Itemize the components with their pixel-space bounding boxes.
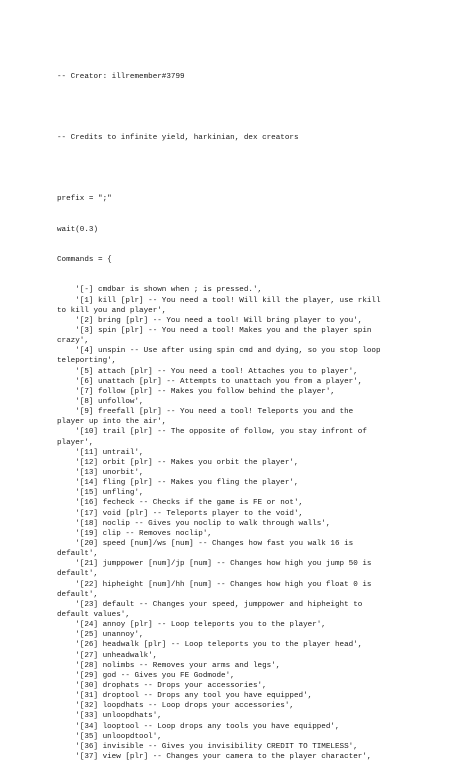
code-line: default values', bbox=[57, 610, 130, 619]
code-line: '[26] headwalk [plr] -- Loop teleports you to the player head', bbox=[57, 641, 363, 650]
blank-line bbox=[57, 164, 457, 174]
blank-line bbox=[57, 103, 457, 113]
code-line: '[22] hipheight [num]/hh [num] -- Changes how high you float 0 is bbox=[57, 580, 372, 589]
commands-open-line: Commands = { bbox=[57, 256, 112, 265]
code-line: '[7] follow [plr] -- Makes you follow behind the player', bbox=[57, 387, 335, 396]
code-line: '[32] loopdhats -- Loop drops your accessories', bbox=[57, 702, 294, 711]
code-line: default', bbox=[57, 570, 99, 579]
code-line: '[35] unloopdtool', bbox=[57, 732, 162, 741]
code-line: '[29] god -- Gives you FE Godmode', bbox=[57, 671, 235, 680]
code-line: '[16] fecheck -- Checks if the game is FE or not', bbox=[57, 499, 304, 508]
code-line: player up into the air', bbox=[57, 418, 167, 427]
code-line: '[9] freefall [plr] -- You need a tool! Teleports you and the bbox=[57, 408, 354, 417]
creator-comment: -- Creator: illremember#3799 bbox=[57, 73, 185, 82]
code-line: '[27] unheadwalk', bbox=[57, 651, 158, 660]
code-line: '[11] untrail', bbox=[57, 448, 144, 457]
code-line: teleporting', bbox=[57, 357, 117, 366]
code-line: '[4] unspin -- Use after using spin cmd and dying, so you stop loop bbox=[57, 347, 381, 356]
code-line: '[28] nolimbs -- Removes your arms and legs', bbox=[57, 661, 281, 670]
code-line: '[1] kill [plr] -- You need a tool! Will kill the player, use rkill bbox=[57, 296, 381, 305]
code-line: '[30] drophats -- Drops your accessories', bbox=[57, 681, 267, 690]
code-line: '[3] spin [plr] -- You need a tool! Makes you and the player spin bbox=[57, 327, 372, 336]
code-line: '[37] view [plr] -- Changes your camera to the player character', bbox=[57, 752, 372, 761]
code-line: '[14] fling [plr] -- Makes you fling the player', bbox=[57, 479, 299, 488]
code-line: player', bbox=[57, 438, 94, 447]
code-line: '[31] droptool -- Drops any tool you have equipped', bbox=[57, 692, 313, 701]
code-line: to kill you and player', bbox=[57, 306, 167, 315]
code-line: '[17] void [plr] -- Teleports player to the void', bbox=[57, 509, 304, 518]
code-line: '[8] unfollow', bbox=[57, 398, 144, 407]
code-line: default', bbox=[57, 590, 99, 599]
code-line: '[21] jumppower [num]/jp [num] -- Changes how high you jump 50 is bbox=[57, 560, 372, 569]
code-line: '[12] orbit [plr] -- Makes you orbit the player', bbox=[57, 458, 299, 467]
code-line: '[18] noclip -- Gives you noclip to walk through walls', bbox=[57, 519, 331, 528]
commands-list bbox=[57, 285, 457, 762]
prefix-line: prefix = ";" bbox=[57, 195, 112, 204]
code-line: '[2] bring [plr] -- You need a tool! Will bring player to you', bbox=[57, 316, 363, 325]
code-line: '[24] annoy [plr] -- Loop teleports you to the player', bbox=[57, 621, 326, 630]
credits-comment: -- Credits to infinite yield, harkinian, dex creators bbox=[57, 134, 299, 143]
code-line: '[15] unfling', bbox=[57, 489, 144, 498]
code-line: '[33] unloopdhats', bbox=[57, 712, 162, 721]
code-line: crazy', bbox=[57, 337, 89, 346]
code-line: '[10] trail [plr] -- The opposite of follow, you stay infront of bbox=[57, 428, 367, 437]
code-block bbox=[57, 52, 457, 782]
code-line: '[20] speed [num]/ws [num] -- Changes how fast you walk 16 is bbox=[57, 540, 354, 548]
code-line: '[5] attach [plr] -- You need a tool! Attaches you to player', bbox=[57, 367, 358, 376]
code-line: '[-] cmdbar is shown when ; is pressed.', bbox=[57, 286, 263, 295]
code-line: '[25] unannoy', bbox=[57, 631, 144, 640]
code-line: default', bbox=[57, 550, 99, 559]
code-line: '[6] unattach [plr] -- Attempts to unattach you from a player', bbox=[57, 377, 363, 386]
code-line: '[13] unorbit', bbox=[57, 469, 144, 478]
code-line: '[34] looptool -- Loop drops any tools you have equipped', bbox=[57, 722, 340, 731]
code-line: '[36] invisible -- Gives you invisibility CREDIT TO TIMELESS', bbox=[57, 742, 358, 751]
wait-line: wait(0.3) bbox=[57, 225, 99, 234]
code-line: '[19] clip -- Removes noclip', bbox=[57, 529, 212, 538]
code-line: '[23] default -- Changes your speed, jumppower and hipheight to bbox=[57, 600, 363, 609]
